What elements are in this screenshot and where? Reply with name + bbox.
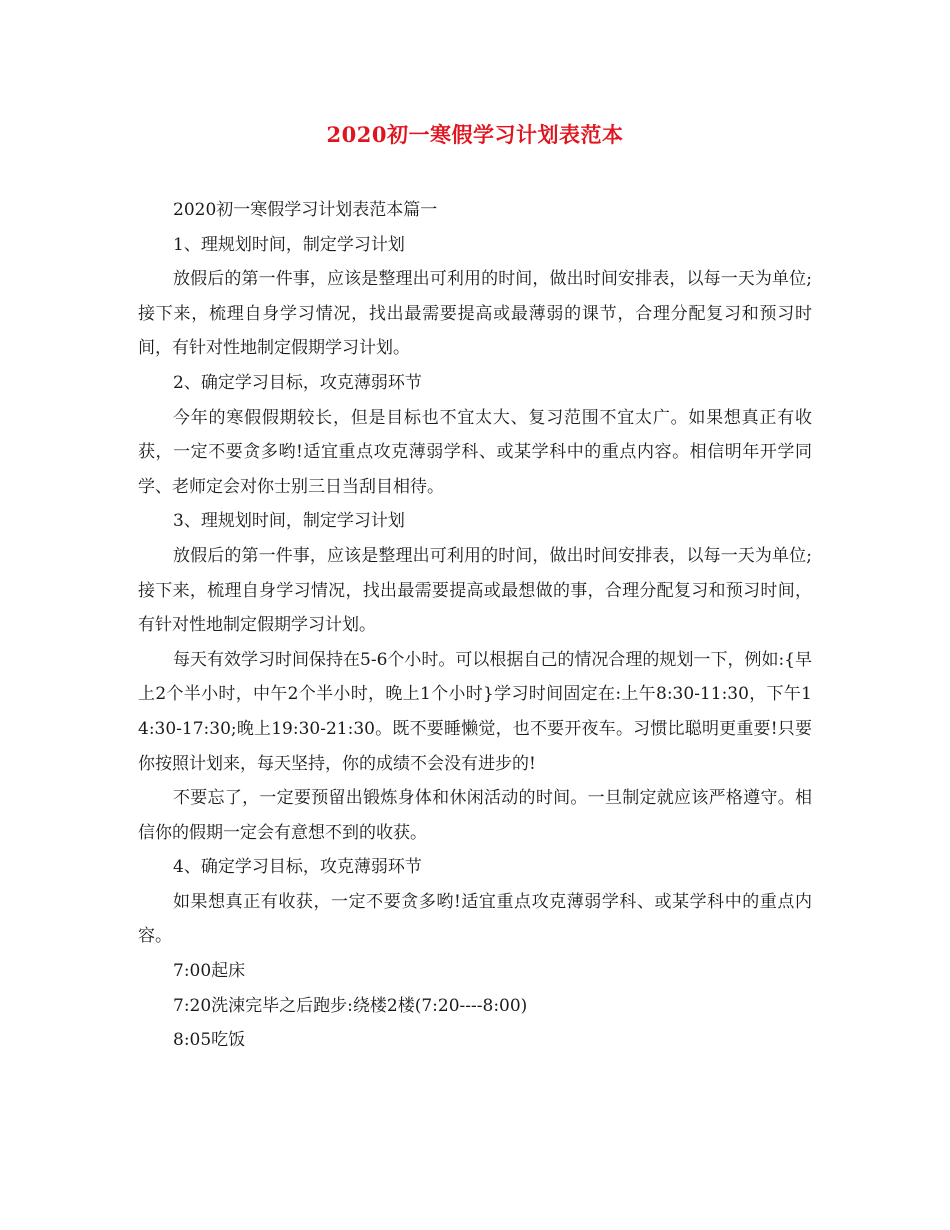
document-title: 2020初一寒假学习计划表范本 — [326, 122, 624, 147]
paragraph: 放假后的第一件事，应该是整理出可利用的时间，做出时间安排表，以每一天为单位;接下来，梳理自身学习情况，找出最需要提高或最薄弱的课节，合理分配复习和预习时间，有针对性地制定假期学习计划。 — [138, 269, 812, 359]
schedule-item: 7:20洗涑完毕之后跑步:绕楼2楼(7:20----8:00) — [173, 995, 528, 1016]
schedule-item: 8:05吃饭 — [173, 1030, 246, 1051]
schedule-item: 7:00起床 — [173, 961, 246, 982]
paragraph: 如果想真正有收获，一定不要贪多哟!适宜重点攻克薄弱学科、或某学科中的重点内容。 — [138, 891, 812, 947]
paragraph: 放假后的第一件事，应该是整理出可利用的时间，做出时间安排表，以每一天为单位;接下来，梳理自身学习情况，找出最需要提高或最想做的事，合理分配复习和预习时间，有针对性地制定假期学习计划。 — [138, 545, 812, 636]
paragraph-heading-4: 4、确定学习目标，攻克薄弱环节 — [173, 857, 422, 878]
document-body — [138, 193, 812, 1058]
paragraph-heading-2: 2、确定学习目标，攻克薄弱环节 — [173, 372, 422, 393]
paragraph-section-heading: 2020初一寒假学习计划表范本篇一 — [173, 200, 438, 220]
paragraph: 今年的寒假假期较长，但是目标也不宜太大、复习范围不宜太广。如果想真正有收获，一定不要贪多哟!适宜重点攻克薄弱学科、或某学科中的重点内容。相信明年开学同学、老师定会对你士别三日当刮目相待。 — [138, 407, 812, 497]
paragraph: 不要忘了，一定要预留出锻炼身体和休闲活动的时间。一旦制定就应该严格遵守。相信你的假期一定会有意想不到的收获。 — [138, 788, 812, 843]
paragraph-heading-3: 3、理规划时间，制定学习计划 — [173, 511, 405, 532]
paragraph-heading-1: 1、理规划时间，制定学习计划 — [173, 234, 405, 255]
paragraph: 每天有效学习时间保持在5-6个小时。可以根据自己的情况合理的规划一下，例如:{早上2个半小时，中午2个半小时，晚上1个小时}学习时间固定在:上午8:30-11:30，下午14:30-17:30;晚上19:30-21:30。既不要睡懒觉，也不要开夜车。习惯比聪明更重要!只要你按照计划来，每天坚持，你的成绩不会没有进步的! — [138, 649, 812, 774]
